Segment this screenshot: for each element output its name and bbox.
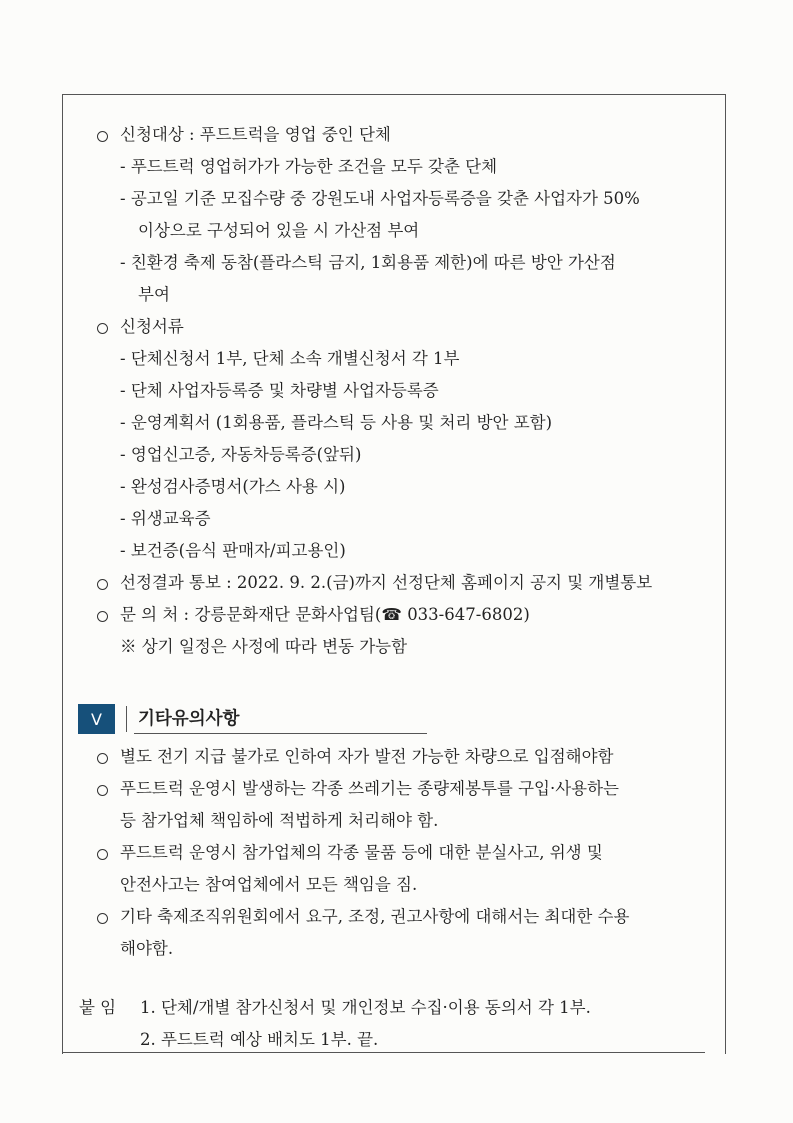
notice-item: 안전사고는 참여업체에서 모든 책임을 짐.	[120, 875, 418, 894]
section-title: 기타유의사항	[138, 709, 240, 729]
target-title: 신청대상 : 푸드트럭을 영업 중인 단체	[120, 125, 391, 144]
phone-icon: ☎	[381, 605, 402, 624]
section-number: V	[78, 704, 115, 734]
docs-item: - 보건증(음식 판매자/피고용인)	[120, 541, 346, 560]
docs-item: - 운영계획서 (1회용품, 플라스틱 등 사용 및 처리 방안 포함)	[120, 413, 553, 432]
section-divider	[126, 706, 127, 732]
contact-line	[120, 604, 530, 626]
bullet-icon	[97, 323, 108, 334]
attachments-label: 붙 임	[79, 998, 117, 1017]
target-item: - 친환경 축제 동참(플라스틱 금지, 1회용품 제한)에 따른 방안 가산점	[120, 253, 616, 272]
bullet-icon	[97, 579, 108, 590]
notice-item: 별도 전기 지급 불가로 인하여 자가 발전 가능한 차량으로 입점해야함	[120, 747, 614, 766]
target-item: - 푸드트럭 영업허가가 가능한 조건을 모두 갖춘 단체	[120, 157, 498, 176]
bullet-icon	[97, 611, 108, 622]
bullet-icon	[97, 849, 108, 860]
bullet-icon	[97, 131, 108, 142]
contact-prefix: 문 의 처 : 강릉문화재단 문화사업팀(	[120, 605, 382, 624]
result-notice: 선정결과 통보 : 2022. 9. 2.(금)까지 선정단체 홈페이지 공지 및 개별통보	[120, 573, 653, 592]
contact-phone: 033-647-6802)	[407, 605, 530, 624]
docs-item: - 위생교육증	[120, 509, 211, 528]
docs-title: 신청서류	[120, 317, 184, 336]
bullet-icon	[97, 753, 108, 764]
docs-item: - 단체신청서 1부, 단체 소속 개별신청서 각 1부	[120, 349, 460, 368]
target-item: 이상으로 구성되어 있을 시 가산점 부여	[138, 221, 420, 240]
section-underline	[134, 733, 427, 734]
target-item: - 공고일 기준 모집수량 중 강원도내 사업자등록증을 갖춘 사업자가 50%	[120, 189, 640, 208]
attachment-item: 2. 푸드트럭 예상 배치도 1부. 끝.	[140, 1030, 379, 1049]
bullet-icon	[97, 913, 108, 924]
docs-item: - 영업신고증, 자동차등록증(앞뒤)	[120, 445, 362, 464]
bullet-icon	[97, 785, 108, 796]
attachment-item: 1. 단체/개별 참가신청서 및 개인정보 수집·이용 동의서 각 1부.	[140, 998, 591, 1017]
notice-item: 기타 축제조직위원회에서 요구, 조정, 권고사항에 대해서는 최대한 수용	[120, 907, 630, 926]
notice-item: 해야함.	[120, 939, 174, 958]
notice-item: 푸드트럭 운영시 발생하는 각종 쓰레기는 종량제봉투를 구입·사용하는	[120, 779, 619, 798]
bottom-rule	[62, 1052, 705, 1053]
docs-item: - 단체 사업자등록증 및 차량별 사업자등록증	[120, 381, 439, 400]
notice-item: 등 참가업체 책임하에 적법하게 처리해야 함.	[120, 811, 439, 830]
schedule-note: ※ 상기 일정은 사정에 따라 변동 가능함	[120, 637, 408, 656]
notice-item: 푸드트럭 운영시 참가업체의 각종 물품 등에 대한 분실사고, 위생 및	[120, 843, 603, 862]
target-item: 부여	[138, 285, 170, 304]
docs-item: - 완성검사증명서(가스 사용 시)	[120, 477, 346, 496]
